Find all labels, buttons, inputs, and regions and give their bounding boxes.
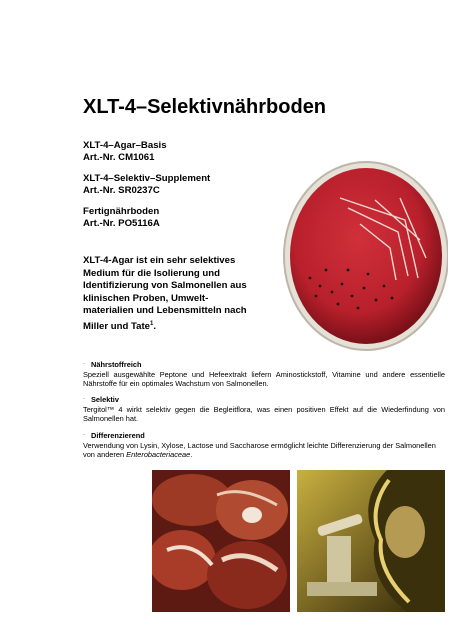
intro-period: . (153, 320, 156, 332)
bullet-icon: · (83, 361, 85, 367)
product-name: XLT-4–Selektiv–Supplement (83, 173, 211, 184)
feature-nutrient-rich (83, 360, 445, 389)
reference-marker: 1 (149, 320, 154, 327)
feature-text (83, 441, 445, 460)
product-article-number: Art.-Nr. PO5116A (83, 218, 160, 229)
feature-text-italic: Enterobacteriaceae (126, 450, 191, 460)
intro-line: klinischen Proben, Umwelt- (83, 292, 209, 304)
feature-text: Tergitol™ 4 wirkt selektiv gegen die Begleitflora, was einen positiven Effekt auf die Wiederfindung von Salmonellen hat. (83, 404, 445, 424)
bullet-icon: · (83, 432, 85, 438)
feature-text: Speziell ausgewählte Peptone und Hefeextrakt liefern Aminostickstoff, Vitamine und andere essentielle Nährstoffe für ein optimales Wachstum von Salmonellen. (83, 369, 445, 389)
petri-dish-photo (280, 158, 448, 354)
feature-heading: Selektiv (91, 395, 119, 404)
intro-line: XLT-4-Agar ist ein sehr selektives (83, 255, 236, 266)
meat-photo (152, 470, 290, 612)
product-block-ready-medium (83, 206, 160, 230)
intro-line: materialien und Lebensmitteln nach (83, 305, 247, 316)
feature-text-part: Verwendung von Lysin, Xylose, Lactose und Saccharose ermöglicht leichte Differenzierung der Salmonellen von anderen (83, 440, 436, 460)
scientist-microscope-photo (297, 470, 445, 612)
intro-line: Medium für die Isolierung und (83, 267, 220, 279)
bullet-icon: · (83, 396, 85, 402)
intro-line: Identifizierung von Salmonellen aus (83, 280, 247, 291)
feature-text-part: . (190, 450, 193, 460)
product-name: Fertignährboden (83, 206, 160, 217)
product-article-number: Art.-Nr. CM1061 (83, 152, 155, 163)
feature-selective (83, 395, 445, 424)
product-block-supplement (83, 173, 210, 197)
feature-differentiating (83, 431, 445, 460)
feature-heading: Nährstoffreich (91, 360, 142, 369)
product-name: XLT-4–Agar–Basis (83, 140, 167, 151)
intro-author: Miller und Tate (83, 320, 150, 332)
product-block-agar-base (83, 140, 167, 164)
intro-line (83, 318, 273, 334)
feature-heading: Differenzierend (91, 431, 145, 440)
page-title: XLT-4–Selektivnährboden (83, 96, 327, 118)
product-article-number: Art.-Nr. SR0237C (83, 185, 160, 196)
intro-text (83, 255, 273, 333)
